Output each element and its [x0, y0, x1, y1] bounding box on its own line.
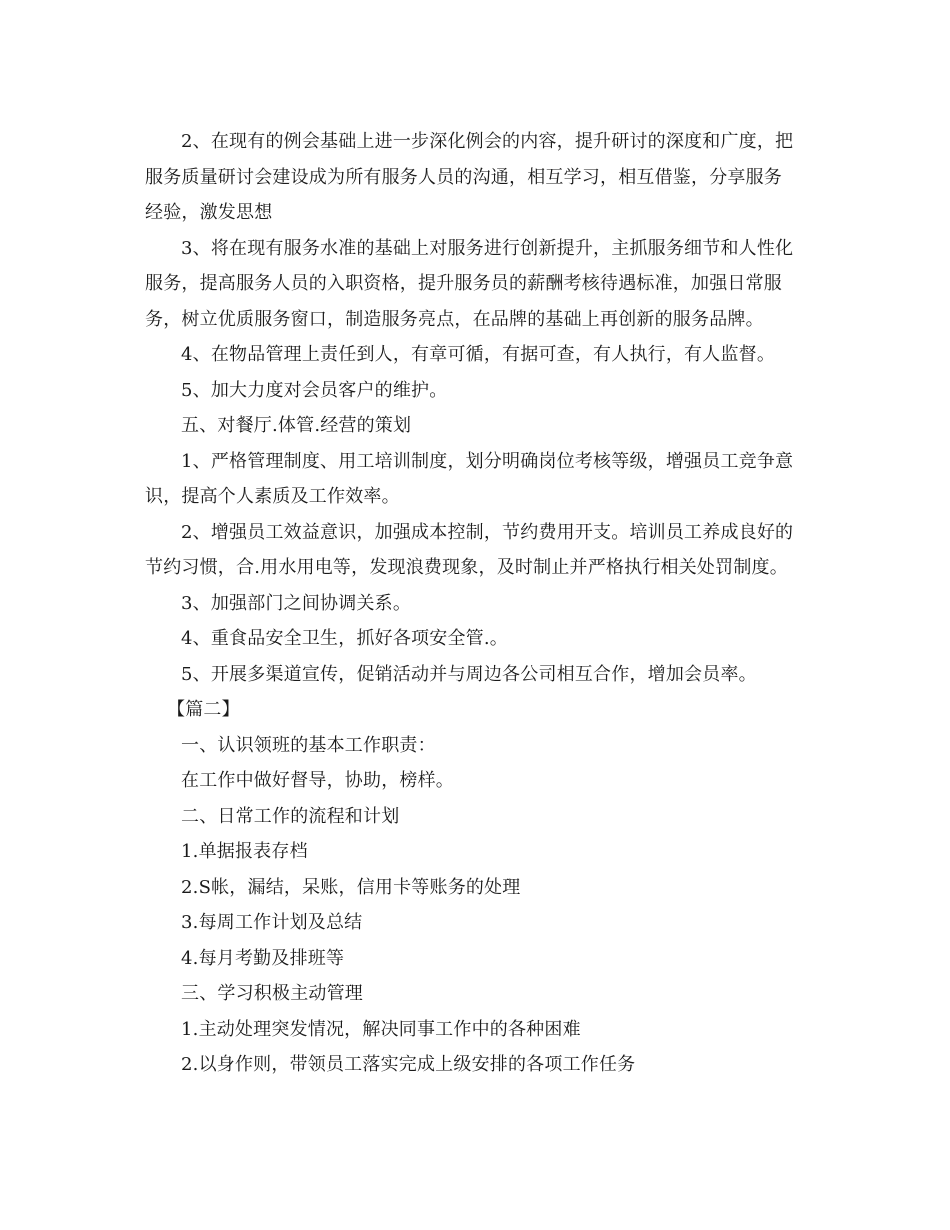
paragraph-line: 【篇二】 [167, 699, 240, 720]
paragraph-line: 服务，提高服务人员的入职资格，提升服务员的薪酬考核待遇标准，加强日常服 [145, 273, 782, 294]
paragraph-line: 1.主动处理突发情况，解决同事工作中的各种困难 [181, 1018, 581, 1040]
paragraph-line: 一、认识领班的基本工作职责： [181, 734, 436, 756]
document-body [145, 124, 805, 1083]
paragraph-line: 五、对餐厅.体管.经营的策划 [181, 415, 412, 436]
paragraph-line: 服务质量研讨会建设成为所有服务人员的沟通，相互学习，相互借鉴，分享服务 [145, 166, 782, 188]
paragraph-line: 2.以身作则，带领员工落实完成上级安排的各项工作任务 [181, 1054, 636, 1075]
paragraph-line: 4、在物品管理上责任到人，有章可循，有据可查，有人执行，有人监督。 [181, 344, 776, 365]
paragraph-line: 4、重食品安全卫生，抓好各项安全管.。 [181, 628, 508, 649]
paragraph-line: 2、增强员工效益意识，加强成本控制，节约费用开支。培训员工养成良好的 [181, 521, 794, 543]
paragraph-line: 5、开展多渠道宣传，促销活动并与周边各公司相互合作，增加会员率。 [181, 663, 757, 685]
paragraph-line: 经验，激发思想 [145, 202, 273, 223]
paragraph-line: 5、加大力度对会员客户的维护。 [181, 379, 448, 401]
paragraph-line: 2、在现有的例会基础上进一步深化例会的内容，提升研讨的深度和广度，把 [181, 131, 794, 152]
paragraph-line: 3、将在现有服务水准的基础上对服务进行创新提升，主抓服务细节和人性化 [181, 237, 794, 259]
paragraph-line: 3、加强部门之间协调关系。 [181, 592, 412, 614]
paragraph-line: 2.S帐，漏结，呆账，信用卡等账务的处理 [181, 876, 521, 898]
paragraph-line: 节约习惯，合.用水用电等，发现浪费现象，及时制止并严格执行相关处罚制度。 [145, 557, 788, 578]
paragraph-line: 务，树立优质服务窗口，制造服务亮点，在品牌的基础上再创新的服务品牌。 [145, 308, 764, 330]
paragraph-line: 1、严格管理制度、用工培训制度，划分明确岗位考核等级，增强员工竞争意 [181, 450, 794, 472]
paragraph-line: 4.每月考勤及排班等 [181, 947, 345, 969]
paragraph-line: 三、学习积极主动管理 [181, 983, 363, 1004]
paragraph-line: 3.每周工作计划及总结 [181, 912, 363, 933]
paragraph-line: 在工作中做好督导，协助，榜样。 [181, 770, 454, 791]
paragraph-line: 二、日常工作的流程和计划 [181, 805, 400, 827]
paragraph-line: 识，提高个人素质及工作效率。 [145, 486, 400, 507]
paragraph-line: 1.单据报表存档 [181, 841, 308, 862]
